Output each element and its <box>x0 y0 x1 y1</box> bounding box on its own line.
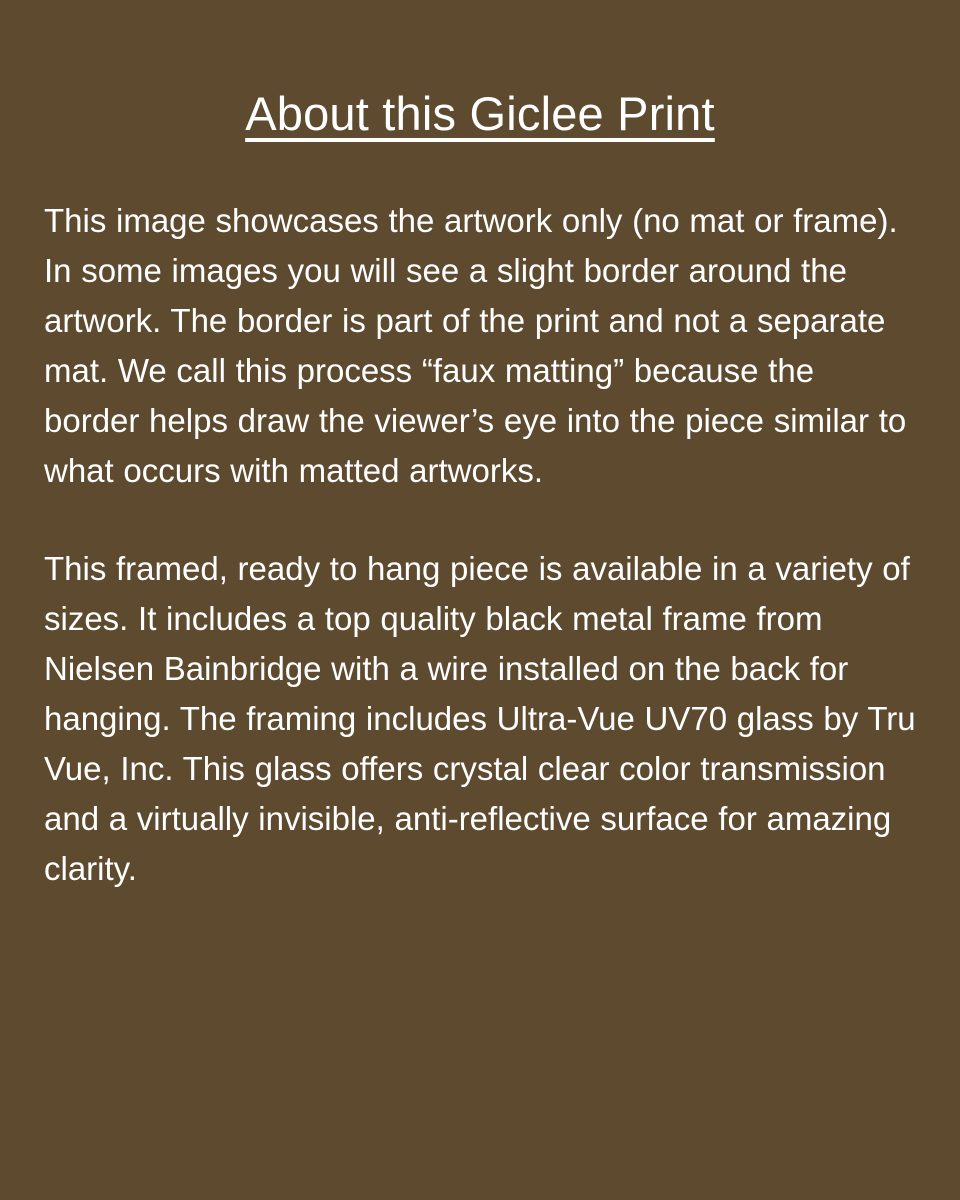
paragraph-framing-details: This framed, ready to hang piece is available in a variety of sizes. It includes a top quality black metal frame from Nielsen Bainbridge with a wire installed on the back for hanging. The framing includes Ultra-Vue UV70 glass by Tru Vue, Inc. This glass offers crystal clear color transmission and a virtually invisible, anti-reflective surface for amazing clarity. <box>44 549 916 887</box>
page-title: About this Giclee Print <box>245 87 715 140</box>
paragraph-artwork-only: This image showcases the artwork only (no mat or frame). In some images you will see a slight border around the artwork. The border is part of the print and not a separate mat. We call this process “faux matting” because the border helps draw the viewer’s eye into the piece similar to what occurs with matted artworks. <box>44 201 907 489</box>
description-body <box>0 196 960 894</box>
